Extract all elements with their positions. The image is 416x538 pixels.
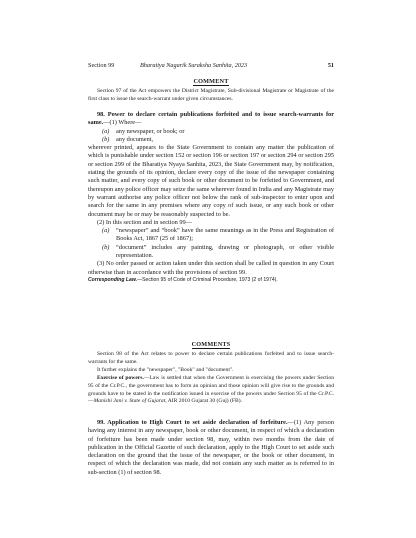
section-98-heading: 98. Power to declare certain publications forfeited and to issue search-warrants for same.—(1) Where—: [88, 111, 334, 127]
corresponding-law: Corresponding Law.—Section 95 of Code of Criminal Procedure, 1973 (2 of 1974).: [88, 276, 278, 283]
definition-item: (a) “newspaper” and “book” have the same meanings as in the Press and Registration of Books Act, 1867 (25 of 1867);: [102, 227, 334, 243]
running-header: [88, 62, 334, 72]
comments-para-2: It further explains the "newspaper", "Book" and "document".: [97, 366, 234, 373]
list-item: (b) any document,: [102, 135, 154, 143]
section-98: [88, 111, 334, 284]
header-book-title: Bharatiya Nagarik Suraksha Sanhita, 2023: [140, 62, 248, 69]
comments-block: [88, 341, 334, 406]
comment-text: Section 97 of the Act empowers the District Magistrate, Sub-divisional Magistrate or Magistrate of the first class to issue the search-warrant under given circumstances.: [88, 88, 334, 102]
header-section-label: Section 99: [88, 62, 115, 69]
section-99-text: 99. Application to High Court to set aside declaration of forfeiture.—(1) Any person having any interest in any newspaper, book or other document, in respect of which a declaration of forfeiture has been made under section 98, may, within two months from the date of publication in the Official Gazette of such declaration, apply to the High Court to set aside such declaration on the ground that the issue of the newspaper, or the book or other document, in respect of which the declaration was made, did not contain any such matter as is referred to in sub-section (1) of section 98.: [88, 419, 334, 476]
comment-block: [88, 78, 334, 104]
list-item: (a) any newspaper, or book; or: [102, 127, 185, 135]
definition-item: (b) “document” includes any painting, drawing or photograph, or other visible representation.: [102, 243, 334, 260]
comments-heading: COMMENTS: [191, 341, 231, 348]
page-number: 51: [327, 62, 334, 69]
comments-para-1: Section 98 of the Act relates to power to declare certain publications forfeited and to issue search-warrants for the same.: [88, 351, 334, 365]
section-98-sub3: (3) No order passed or action taken under this section shall be called in question in any Court otherwise than in accordance with the provisions of section 99.: [88, 260, 334, 276]
comment-heading: COMMENT: [193, 78, 229, 85]
comments-para-3: Exercise of powers.—Law is settled that when the Government is exercising the powers under Section 95 of the Cr.P.C., the government has to form an opinion and those opinion will give rise to the grounds and grounds have to be stated in the notification issued in exercise of the powers under Section 95 of the Cr.P.C.—Manishi Jani v. State of Gujarat, AIR 2010 Gujarat 30 (Guj) (FB).: [88, 374, 334, 405]
section-99: [88, 419, 334, 477]
section-98-sub2: (2) In this section and in section 99—: [97, 218, 192, 226]
section-98-body: wherever printed, appears to the State Government to contain any matter the publication of which is punishable under section 152 or section 196 or section 197 or section 294 or section 295 or section 299 of the Bharatiya Nyaya Sanhita, 2023, the State Government may, by notification, stating the grounds of its opinion, declare every copy of the issue of the newspaper containing such matter, and every copy of such book or other document to be forfeited to Government, and thereupon any police officer may seize the same wherever found in India and any Magistrate may by warrant authorise any police officer not below the rank of sub-inspector to enter upon and search for the same in any premises where any copy of such issue, or any such book or other document may be or may be reasonably suspected to be.: [88, 144, 334, 218]
